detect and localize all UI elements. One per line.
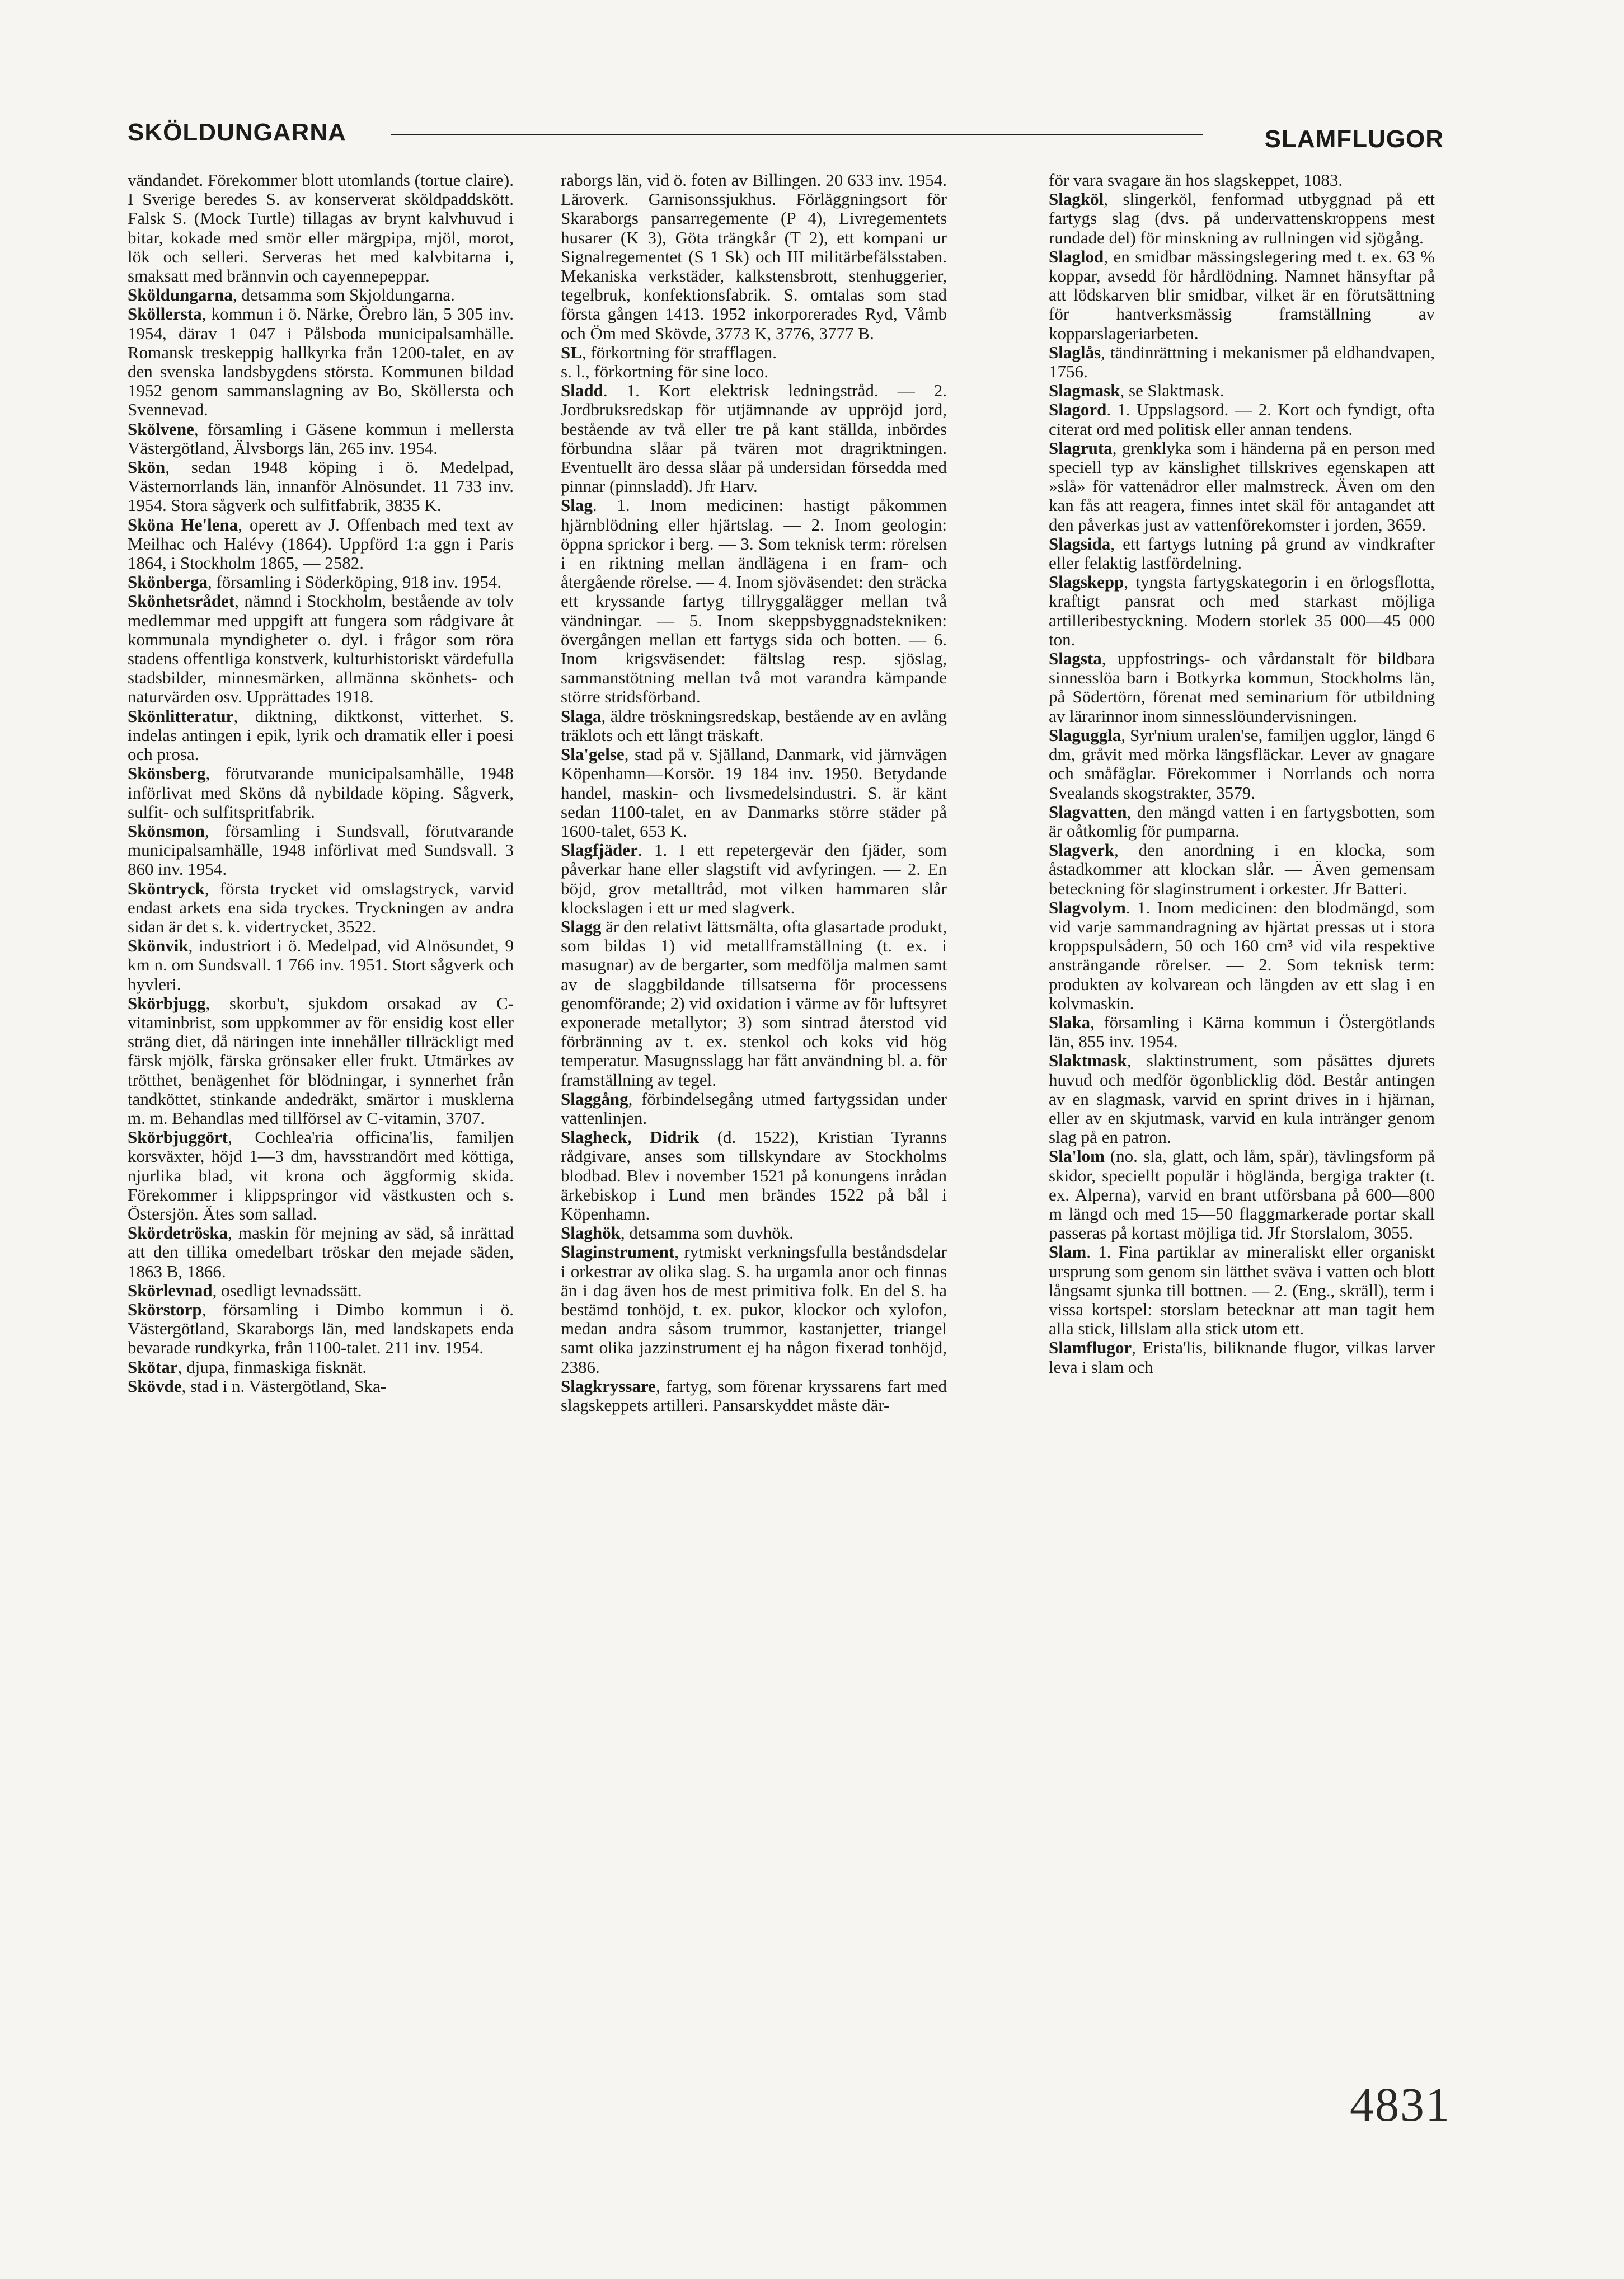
entry-text: , fartyg, som förenar kryssarens fart med slagskeppets artilleri. Pansarskyddet måste där- — [561, 1376, 947, 1415]
entry-text: , operett av J. Offenbach med text av Meilhac och Halévy (1864). Uppförd 1:a ggn i Paris 1864, i Stockholm 1865, — 2582. — [128, 514, 514, 573]
entry-headword: Skövde — [128, 1376, 182, 1396]
entry-headword: Slaginstrument — [561, 1242, 675, 1262]
entry-headword: Skönhetsrådet — [128, 591, 235, 611]
entry-text: . 1. Uppslagsord. — 2. Kort och fyndigt, ofta citerat ord med politisk eller annan tendens. — [1049, 400, 1435, 439]
entry-text: raborgs län, vid ö. foten av Billingen. 20 633 inv. 1954. Läroverk. Garnisonssjukhus. Förläggningsort för Skaraborgs pansarregemente (P 4), Livregementets husarer (K 3), Göta trängkår (T 2), ett kompani ur Signalregementet (S 1 Sk) och III militärbefälsstaben. Mekaniska verkstäder, kalkstensbrott, stenhuggerier, tegelbruk, konfektionsfabrik. S. omtalas som stad första gången 1413. 1952 inkorporerades Ryd, Våmb och Öm med Skövde, 3773 K, 3776, 3777 B. — [561, 170, 947, 343]
entry-headword: Slagheck, Didrik — [561, 1127, 700, 1147]
entry-text: , ett fartygs lutning på grund av vindkrafter eller felaktig lastfördelning. — [1049, 533, 1435, 573]
entry-headword: Slaglod — [1049, 246, 1104, 266]
entry-headword: Slagköl — [1049, 189, 1104, 209]
column-right — [1049, 171, 1435, 1377]
entry-headword: Slaggång — [561, 1089, 628, 1109]
dictionary-entry — [1049, 898, 1435, 1013]
dictionary-entry — [1049, 649, 1435, 726]
entry-headword: Sköna He'lena — [128, 514, 238, 534]
dictionary-entry — [1049, 726, 1435, 803]
entry-text: , förbindelsegång utmed fartygssidan under vattenlinjen. — [561, 1089, 947, 1128]
dictionary-entry — [1049, 1051, 1435, 1147]
entry-headword: Skörlevnad — [128, 1280, 213, 1300]
entry-text: , församling i Söderköping, 918 inv. 1954. — [207, 572, 501, 592]
dictionary-entry — [561, 381, 947, 496]
entry-text: , stad på v. Själland, Danmark, vid järnvägen Köpenhamn—Korsör. 19 184 inv. 1950. Betydande handel, maskin- och livsmedelsindustri. S. är känt sedan 1100-talet, en av Danmarks större städer på 1600-talet, 653 K. — [561, 744, 947, 841]
entry-headword: Slagsida — [1049, 533, 1111, 554]
entry-text: , slaktinstrument, som påsättes djurets huvud och medför ögonblicklig död. Består antingen av en slagmask, varvid en sprint drives in i hjärnan, eller av en skjutmask, varvid en kula intränger genom slag på en patron. — [1049, 1051, 1435, 1147]
entry-text: , djupa, finmaskiga fisknät. — [177, 1357, 367, 1377]
dictionary-entry — [128, 420, 514, 458]
dictionary-entry — [128, 936, 514, 994]
entry-text: , äldre tröskningsredskap, bestående av en avlång träklots och ett långt träskaft. — [561, 706, 947, 745]
dictionary-entry — [1049, 573, 1435, 649]
entry-text: , slingerköl, fenformad utbyggnad på ett fartygs slag (dvs. på undervattenskroppens mest rundade del) för minskning av rullningen vid sjögång. — [1049, 189, 1435, 247]
entry-text: , en smidbar mässingslegering med t. ex. 63 % koppar, avsedd för hårdlödning. Namnet hänsyftar på att lödskarven blir smidbar, vilket är en förutsättning för hantverksmässig framställning av kopparslageriarbeten. — [1049, 246, 1435, 343]
entry-text: , uppfostrings- och vårdanstalt för bildbara sinnesslöa barn i Botkyrka kommun, Stockholms län, på Södertörn, förenat med seminarium för utbildning av lärarinnor inom sinnesslöundervisningen. — [1049, 649, 1435, 726]
entry-headword: Sla'lom — [1049, 1146, 1105, 1166]
header-first-word: SKÖLDUNGARNA — [128, 119, 346, 146]
entry-headword: Slagruta — [1049, 438, 1113, 458]
entry-headword: Slagg — [561, 916, 602, 936]
dictionary-entry — [561, 1223, 947, 1242]
entry-text: . 1. Fina partiklar av mineraliskt eller organiskt ursprung som genom sin lätthet sväva i vatten och blott långsamt sjunka till bottnen. — 2. (Eng., skräll), term i vissa kortspel: storslam betecknar att man tagit hem alla stick, lillslam alla stick utom ett. — [1049, 1242, 1435, 1339]
header-last-word: SLAMFLUGOR — [1264, 125, 1444, 153]
entry-headword: Skörbjuggört — [128, 1127, 228, 1147]
entry-headword: Slag — [561, 495, 593, 515]
dictionary-entry — [128, 573, 514, 592]
dictionary-entry — [128, 285, 514, 304]
entry-headword: Slaga — [561, 706, 602, 726]
entry-text: , rytmiskt verkningsfulla beståndsdelar i orkestrar av olika slag. S. ha urgamla anor och finnas än i dag även hos de mest primitiva folk. En del S. ha bestämd tonhöjd, t. ex. pukor, klockor och xylofon, medan andra såsom trummor, kastanjetter, triangel samt olika jazzinstrument ej ha någon fixerad tonhöjd, 2386. — [561, 1242, 947, 1377]
entry-headword: Skönvik — [128, 936, 189, 956]
entry-text: , Syr'nium uralen'se, familjen ugglor, längd 6 dm, gråvit med mörka längsfläckar. Lever av gnagare och småfåglar. Förekommer i Norrlands och norra Svealands skogstrakter, 3579. — [1049, 725, 1435, 803]
entry-text: s. l., förkortning för sine loco. — [561, 362, 769, 382]
dictionary-entry — [561, 707, 947, 745]
dictionary-entry — [128, 994, 514, 1128]
entry-headword: Skönlitteratur — [128, 706, 234, 726]
entry-text: , osedligt levnadssätt. — [212, 1280, 362, 1300]
dictionary-entry — [128, 879, 514, 937]
entry-headword: Sköllersta — [128, 304, 202, 324]
entry-text: , församling i Gäsene kommun i mellersta Västergötland, Älvsborgs län, 265 inv. 1954. — [128, 419, 514, 458]
dictionary-entry — [1049, 190, 1435, 247]
dictionary-entry — [561, 745, 947, 841]
entry-headword: Skötar — [128, 1357, 178, 1377]
dictionary-entry — [128, 304, 514, 419]
entry-text: , församling i Sundsvall, förutvarande municipalsamhälle, 1948 införlivat med Sundsvall. 3 860 inv. 1954. — [128, 820, 514, 879]
dictionary-entry — [561, 1242, 947, 1376]
entry-headword: Slam — [1049, 1242, 1087, 1262]
entry-text: , se Slaktmask. — [1120, 381, 1224, 401]
entry-headword: Sla'gelse — [561, 744, 625, 765]
dictionary-entry — [561, 841, 947, 917]
entry-text: , nämnd i Stockholm, bestående av tolv medlemmar med uppgift att fungera som rådgivare åt kommunala myndigheter o. dyl. i frågor som röra stadens offentliga konstverk, kulturhistoriskt värdefulla stadsbilder, minnesmärken, allmänna skönhets- och naturvärden osv. Upprättades 1918. — [128, 591, 514, 707]
dictionary-entry — [128, 1128, 514, 1223]
entry-headword: Skönberga — [128, 572, 208, 592]
running-header — [128, 115, 1444, 151]
dictionary-entry — [128, 592, 514, 706]
entry-text: , Cochlea'ria officina'lis, familjen korsväxter, höjd 1—3 dm, havsstrandört med köttiga, njurlika blad, vit krona och äggformig skida. Förekommer i klippspringor vid västkusten och s. Östersjön. Ätes som sallad. — [128, 1127, 514, 1223]
dictionary-entry — [128, 764, 514, 822]
dictionary-entry — [128, 515, 514, 573]
entry-headword: Skörbjugg — [128, 993, 206, 1013]
entry-headword: Skördetröska — [128, 1223, 228, 1243]
entry-text: , detsamma som duvhök. — [620, 1223, 794, 1243]
entry-headword: Sladd — [561, 381, 603, 401]
entry-text: . 1. I ett repetergevär den fjäder, som påverkar hane eller slagstift vid avfyringen. — 2. En böjd, grov metalltråd, mot vilken hammaren slår klockslagen i ett ur med slagverk. — [561, 840, 947, 917]
column-left — [128, 171, 514, 1396]
entry-headword: Slagfjäder — [561, 840, 638, 860]
entry-text: , grenklyka som i händerna på en person med speciell typ av känslighet tillskrives egenskapen att »slå» för vattenådror eller malmstreck. Även om den kan fås att reagera, finnes intet skäl för antagandet att den påverkas just av vattenförekomster i jorden, 3659. — [1049, 438, 1435, 534]
entry-text: , förutvarande municipalsamhälle, 1948 införlivat med Sköns då nybildade köping. Sågverk, sulfit- och sulfitspritfabrik. — [128, 763, 514, 822]
entry-text: för vara svagare än hos slagskeppet, 1083. — [1049, 170, 1343, 190]
entry-headword: Slaktmask — [1049, 1051, 1127, 1071]
dictionary-entry — [128, 822, 514, 879]
entry-headword: Skönsmon — [128, 820, 205, 841]
dictionary-entry — [1049, 841, 1435, 898]
dictionary-entry — [561, 362, 947, 381]
entry-text: vändandet. Förekommer blott utomlands (tortue claire). I Sverige beredes S. av konserverat sköldpaddskött. Falsk S. (Mock Turtle) tillagas av brynt kalvhuvud i bitar, kokade med smör eller märgpipa, mjöl, morot, lök och selleri. Serveras het med kalvbitarna i, smaksatt med brännvin och cayennepeppar. — [128, 170, 514, 286]
dictionary-entry — [128, 1281, 514, 1300]
dictionary-entry — [1049, 1013, 1435, 1051]
dictionary-entry — [1049, 381, 1435, 400]
dictionary-entry — [1049, 171, 1435, 190]
entry-text: , skorbu't, sjukdom orsakad av C-vitaminbrist, som uppkommer av för ensidig kost eller sträng diet, då näringen inte innehåller tillräckligt med färsk mjölk, färska grönsaker eller frukt. Utmärkes av trötthet, benägenhet för blödningar, i synnerhet från tandköttet, stinkande andedräkt, smärtor i musklerna m. m. Behandlas med tillförsel av C-vitamin, 3707. — [128, 993, 514, 1128]
entry-text: , förkortning för strafflagen. — [581, 342, 777, 362]
entry-text: , den anordning i en klocka, som åstadkommer att klockan slår. — Även gemensam beteckning för slaginstrument i orkester. Jfr Batteri. — [1049, 840, 1435, 898]
entry-text: . 1. Inom medicinen: hastigt påkommen hjärnblödning eller hjärtslag. — 2. Inom geologin: öppna sprickor i berg. — 3. Som teknisk term: rörelsen i en riktning mellan ändlägena i en fram- och återgående rörelse. — 4. Inom sjöväsendet: den sträcka ett kryssande fartyg tillryggalägger mellan två vändningar. — 5. Inom skeppsbyggnadstekniken: övergången mellan ett fartygs sida och botten. — 6. Inom krigsväsendet: fältslag resp. sjöslag, sammanstötning mellan två mot varandra kämpande större stridsförband. — [561, 495, 947, 707]
entry-headword: Slagsta — [1049, 649, 1102, 669]
entry-text: , den mängd vatten i en fartygsbotten, som är oåtkomlig för pumparna. — [1049, 801, 1435, 841]
dictionary-entry — [128, 1377, 514, 1396]
entry-headword: Sköntryck — [128, 878, 205, 898]
entry-headword: SL — [561, 342, 582, 362]
entry-text: , sedan 1948 köping i ö. Medelpad, Västernorrlands län, innanför Alnösundet. 11 733 inv. 1954. Stora sågverk och sulfitfabrik, 3835 K. — [128, 457, 514, 515]
entry-headword: Slagord — [1049, 400, 1107, 420]
entry-text: , tyngsta fartygskategorin i en örlogsflotta, kraftigt pansrat och med starkast möjliga artilleribestyckning. Modern storlek 35 000—45 000 ton. — [1049, 572, 1435, 649]
entry-headword: Slaka — [1049, 1012, 1091, 1032]
entry-text: , detsamma som Skjoldungarna. — [232, 285, 455, 305]
entry-headword: Sköldungarna — [128, 285, 233, 305]
entry-headword: Slagverk — [1049, 840, 1115, 860]
dictionary-entry — [561, 1377, 947, 1415]
entry-text: är den relativt lättsmälta, ofta glasartade produkt, som bildas 1) vid metallframställning (t. ex. i masugnar) av de bergarter, som medfölja malmen samt av de slaggbildande tillsatserna för processens genomförande; 2) vid oxidation i värme av för luftsyret exponerade metallytor; 3) som sintrad återstod vid förbränning av t. ex. stenkol och koks vid hög temperatur. Masugnsslagg har fått användning bl. a. för framställning av tegel. — [561, 916, 947, 1090]
entry-headword: Slagmask — [1049, 381, 1120, 401]
entry-headword: Slagvatten — [1049, 801, 1127, 822]
entry-text: , kommun i ö. Närke, Örebro län, 5 305 inv. 1954, därav 1 047 i Pålsboda municipalsamhälle. Romansk treskeppig hallkyrka från 1200-talet, en av den svenska landsbygdens största. Kommunen bildad 1952 genom sammanslagning av Bo, Sköllersta och Svennevad. — [128, 304, 514, 420]
dictionary-entry — [128, 1223, 514, 1281]
dictionary-entry — [1049, 1242, 1435, 1338]
dictionary-entry — [1049, 1147, 1435, 1242]
dictionary-entry — [1049, 343, 1435, 381]
page-number: 4831 — [1350, 2078, 1451, 2131]
dictionary-entry — [128, 1358, 514, 1377]
entry-text: (no. sla, glatt, och låm, spår), tävlingsform på skidor, speciellt populär i höglända, bergiga trakter (t. ex. Alperna), varvid en brant utförsbana på 600—800 m längd och med 15—50 flaggmarkerade portar skall passeras på kortast möjliga tid. Jfr Storslalom, 3055. — [1049, 1146, 1435, 1243]
dictionary-entry — [561, 343, 947, 362]
entry-text: , första trycket vid omslagstryck, varvid endast arkets ena sida tryckes. Tryckningen av andra sidan är det s. k. vidertrycket, 3522. — [128, 878, 514, 936]
dictionary-entry — [561, 1090, 947, 1128]
entry-headword: Skölvene — [128, 419, 194, 439]
dictionary-entry — [128, 1300, 514, 1358]
entry-headword: Slagvolym — [1049, 897, 1126, 917]
entry-headword: Slagkryssare — [561, 1376, 656, 1396]
dictionary-entry — [561, 496, 947, 706]
entry-text: , församling i Dimbo kommun i ö. Västergötland, Skaraborgs län, med landskapets enda bevarade rundkyrka, från 1100-talet. 211 inv. 1954. — [128, 1299, 514, 1358]
entry-headword: Slagskepp — [1049, 572, 1124, 592]
dictionary-entry — [561, 1128, 947, 1223]
entry-text: , Erista'lis, biliknande flugor, vilkas larver leva i slam och — [1049, 1338, 1435, 1377]
entry-text: , diktning, diktkonst, vitterhet. S. indelas antingen i epik, lyrik och dramatik eller i poesi och prosa. — [128, 706, 514, 765]
dictionary-entry — [128, 458, 514, 515]
dictionary-entry — [1049, 534, 1435, 573]
dictionary-entry — [1049, 439, 1435, 534]
entry-headword: Skönsberg — [128, 763, 206, 784]
entry-text: , församling i Kärna kommun i Östergötlands län, 855 inv. 1954. — [1049, 1012, 1435, 1052]
header-rule — [391, 134, 1203, 135]
dictionary-entry — [128, 707, 514, 765]
entry-headword: Slaghök — [561, 1223, 621, 1243]
entry-text: (d. 1522), Kristian Tyranns rådgivare, anses som tillskyndare av Stockholms blodbad. Blev i november 1521 på konungens inrådan ärkebiskop i Lund men brändes 1522 på bål i Köpenhamn. — [561, 1127, 947, 1223]
entry-headword: Skörstorp — [128, 1299, 202, 1319]
dictionary-entry — [1049, 400, 1435, 438]
entry-headword: Skön — [128, 457, 166, 477]
dictionary-entry — [1049, 1338, 1435, 1376]
dictionary-entry — [128, 171, 514, 285]
dictionary-entry — [561, 917, 947, 1090]
dictionary-entry — [561, 171, 947, 343]
dictionary-entry — [1049, 247, 1435, 343]
entry-text: , stad i n. Västergötland, Ska- — [181, 1376, 387, 1396]
entry-headword: Slaglås — [1049, 342, 1101, 362]
entry-headword: Slamflugor — [1049, 1338, 1132, 1358]
entry-text: , industriort i ö. Medelpad, vid Alnösundet, 9 km n. om Sundsvall. 1 766 inv. 1951. Stort sågverk och hyvleri. — [128, 936, 514, 994]
entry-text: , maskin för mejning av säd, så inrättad att den tillika omedelbart tröskar den mejade säden, 1863 B, 1866. — [128, 1223, 514, 1281]
column-middle — [561, 171, 947, 1415]
entry-text: . 1. Kort elektrisk ledningstråd. — 2. Jordbruksredskap för utjämnande av uppröjd jord, bestående av två eller tre på kant ställda, inbördes förbundna slåar på tvären mot dragriktningen. Eventuellt äro dessa slåar på undersidan försedda med pinnar (pinnsladd). Jfr Harv. — [561, 381, 947, 496]
dictionary-entry — [1049, 803, 1435, 841]
entry-text: , tändinrättning i mekanismer på eldhandvapen, 1756. — [1049, 342, 1435, 382]
entry-headword: Slaguggla — [1049, 725, 1121, 745]
entry-text: . 1. Inom medicinen: den blodmängd, som vid varje sammandragning av hjärtat pressas ut i stora kroppspulsådern, 50 och 160 cm³ vid vila respektive ansträngande rörelser. — 2. Som teknisk term: produkten av kolvarean och längden av ett slag i en kolvmaskin. — [1049, 897, 1435, 1013]
